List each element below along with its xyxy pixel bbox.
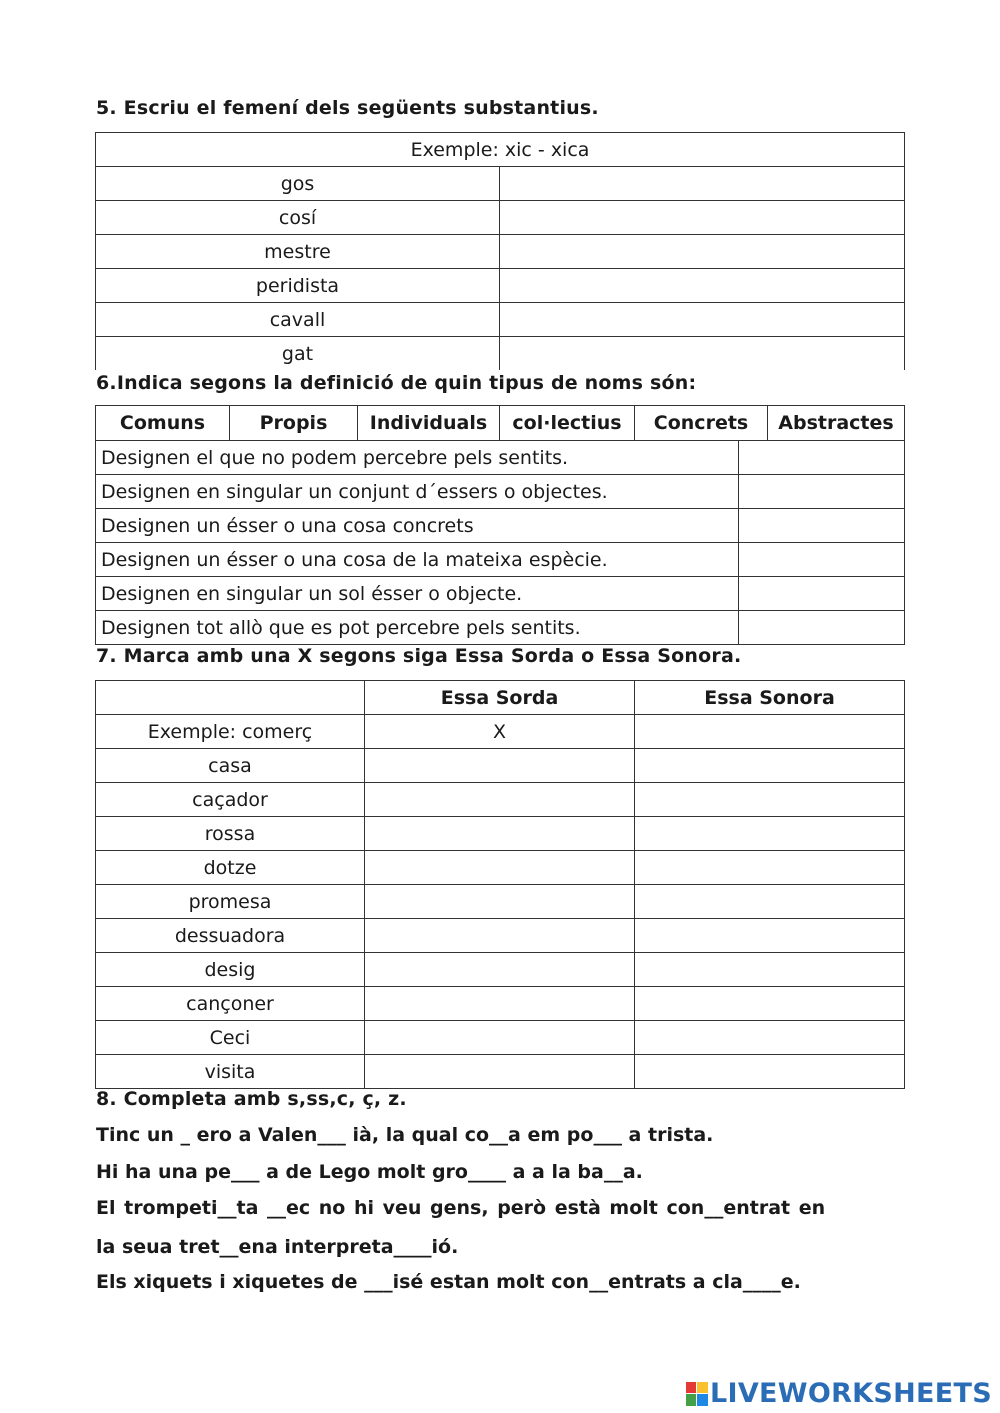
essa-sorda-cell[interactable] <box>365 749 635 783</box>
definition-answer-cell[interactable] <box>739 441 905 475</box>
essa-sorda-cell[interactable] <box>365 919 635 953</box>
fill-sentence[interactable]: Hi ha una pe___ a de Lego molt gro____ a a la ba__a. <box>96 1161 643 1183</box>
definitions-table <box>95 440 905 645</box>
fill-sentence[interactable]: la seua tret__ena interpreta____ió. <box>96 1236 459 1258</box>
feminine-example: Exemple: xic - xica <box>96 133 905 167</box>
essa-header-blank <box>96 681 365 715</box>
essa-word: dotze <box>96 851 365 885</box>
fill-sentence[interactable]: El trompeti__ta __ec no hi veu gens, però està molt con__entrat en <box>96 1197 826 1219</box>
essa-sorda-cell[interactable] <box>365 817 635 851</box>
definition-answer-cell[interactable] <box>739 611 905 645</box>
section-5-title: 5. Escriu el femení dels següents substantius. <box>96 97 599 119</box>
essa-sorda-cell[interactable] <box>365 953 635 987</box>
definition-answer-cell[interactable] <box>739 577 905 611</box>
essa-sonora-header: Essa Sonora <box>635 681 905 715</box>
essa-sorda-cell[interactable] <box>365 851 635 885</box>
essa-sonora-cell[interactable] <box>635 749 905 783</box>
essa-sorda-header: Essa Sorda <box>365 681 635 715</box>
essa-sonora-cell <box>635 715 905 749</box>
feminine-word: gos <box>96 167 500 201</box>
definition-text: Designen en singular un conjunt d´essers o objectes. <box>96 475 739 509</box>
essa-table <box>95 680 905 1089</box>
noun-type-header: Individuals <box>358 406 500 441</box>
noun-type-header: Abstractes <box>768 406 905 441</box>
essa-sonora-cell[interactable] <box>635 1055 905 1089</box>
definition-text: Designen el que no podem percebre pels sentits. <box>96 441 739 475</box>
feminine-answer-cell[interactable] <box>500 337 905 371</box>
essa-word: cançoner <box>96 987 365 1021</box>
essa-sorda-cell[interactable] <box>365 987 635 1021</box>
essa-word: caçador <box>96 783 365 817</box>
fill-sentence[interactable]: Tinc un _ ero a Valen___ ià, la qual co__a em po___ a trista. <box>96 1124 714 1146</box>
essa-sonora-cell[interactable] <box>635 783 905 817</box>
essa-word: dessuadora <box>96 919 365 953</box>
feminine-answer-cell[interactable] <box>500 269 905 303</box>
noun-type-header: Comuns <box>96 406 230 441</box>
essa-sorda-cell[interactable] <box>365 1021 635 1055</box>
feminine-word: cavall <box>96 303 500 337</box>
feminine-word: mestre <box>96 235 500 269</box>
section-7-title: 7. Marca amb una X segons siga Essa Sorda o Essa Sonora. <box>96 645 742 667</box>
feminine-answer-cell[interactable] <box>500 167 905 201</box>
section-8-title: 8. Completa amb s,ss,c, ç, z. <box>96 1088 407 1110</box>
feminine-answer-cell[interactable] <box>500 235 905 269</box>
essa-word: Ceci <box>96 1021 365 1055</box>
noun-type-header: col·lectius <box>500 406 635 441</box>
noun-types-header-table <box>95 405 905 441</box>
definition-text: Designen un ésser o una cosa de la mateixa espècie. <box>96 543 739 577</box>
essa-sonora-cell[interactable] <box>635 919 905 953</box>
noun-type-header: Concrets <box>635 406 768 441</box>
essa-sorda-cell[interactable] <box>365 1055 635 1089</box>
feminine-word: gat <box>96 337 500 371</box>
essa-sonora-cell[interactable] <box>635 851 905 885</box>
essa-example-mark: X <box>365 715 635 749</box>
section-6-title: 6.Indica segons la definició de quin tipus de noms són: <box>96 372 697 394</box>
essa-sonora-cell[interactable] <box>635 885 905 919</box>
essa-word: desig <box>96 953 365 987</box>
definition-answer-cell[interactable] <box>739 509 905 543</box>
definition-text: Designen en singular un sol ésser o objecte. <box>96 577 739 611</box>
essa-sonora-cell[interactable] <box>635 817 905 851</box>
definition-answer-cell[interactable] <box>739 475 905 509</box>
brand-name: LIVEWORKSHEETS <box>709 1378 992 1409</box>
essa-word: promesa <box>96 885 365 919</box>
essa-word: rossa <box>96 817 365 851</box>
essa-word: casa <box>96 749 365 783</box>
essa-example-word: Exemple: comerç <box>96 715 365 749</box>
feminine-word: peridista <box>96 269 500 303</box>
essa-word: visita <box>96 1055 365 1089</box>
feminine-answer-cell[interactable] <box>500 303 905 337</box>
fill-sentence[interactable]: Els xiquets i xiquetes de ___isé estan molt con__entrats a cla____e. <box>96 1271 801 1293</box>
feminine-word: cosí <box>96 201 500 235</box>
essa-sonora-cell[interactable] <box>635 987 905 1021</box>
definition-answer-cell[interactable] <box>739 543 905 577</box>
feminine-answer-cell[interactable] <box>500 201 905 235</box>
noun-type-header: Propis <box>230 406 358 441</box>
feminine-table <box>95 132 905 370</box>
definition-text: Designen tot allò que es pot percebre pels sentits. <box>96 611 739 645</box>
liveworksheets-logo-icon <box>686 1382 708 1406</box>
essa-sonora-cell[interactable] <box>635 953 905 987</box>
definition-text: Designen un ésser o una cosa concrets <box>96 509 739 543</box>
essa-sorda-cell[interactable] <box>365 885 635 919</box>
essa-sorda-cell[interactable] <box>365 783 635 817</box>
essa-sonora-cell[interactable] <box>635 1021 905 1055</box>
liveworksheets-brand <box>686 1378 992 1409</box>
